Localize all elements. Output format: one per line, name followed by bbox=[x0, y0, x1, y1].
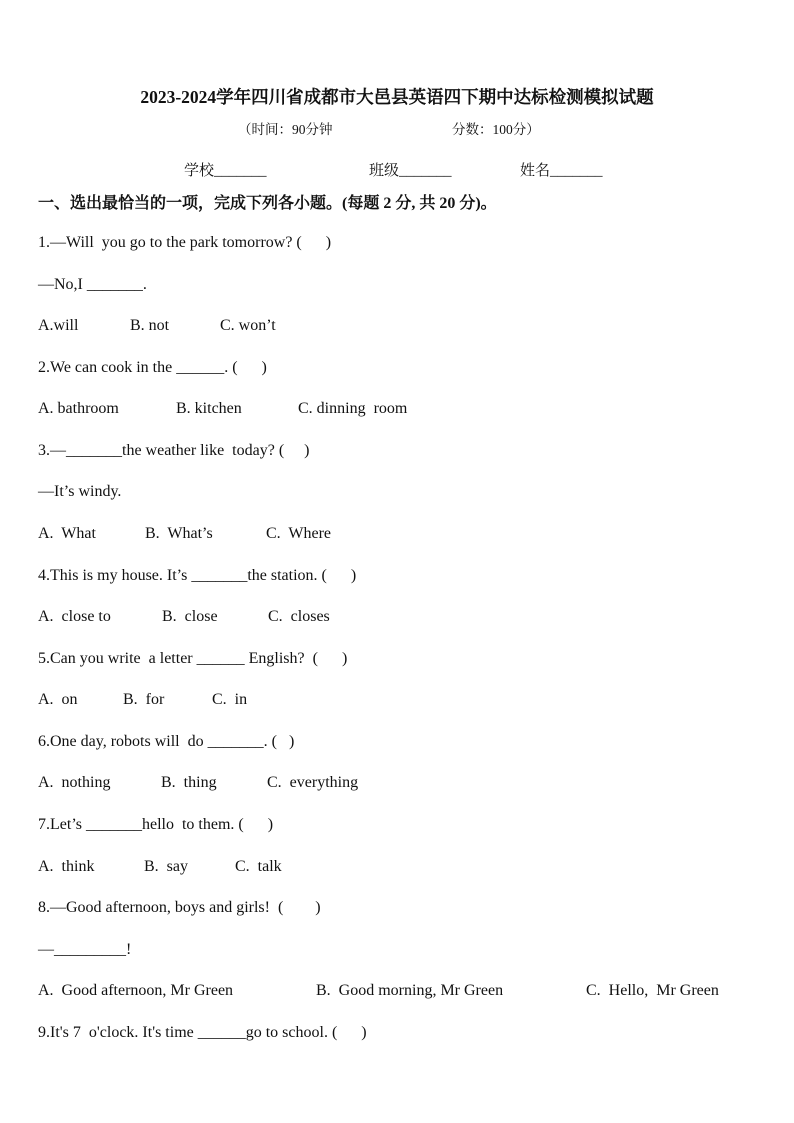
question-5-stem: 5.Can you write a letter ______ English? ( ) bbox=[38, 650, 348, 667]
question-8-option-a: A. Good afternoon, Mr Green bbox=[38, 982, 234, 999]
question-1-answer-line: —No,I _______. bbox=[38, 276, 147, 293]
question-8-stem: 8.—Good afternoon, boys and girls! ( ) bbox=[38, 899, 321, 916]
question-9-stem: 9.It's 7 o'clock. It's time ______go to school. ( ) bbox=[38, 1024, 367, 1041]
question-2-stem: 2.We can cook in the ______. ( ) bbox=[38, 359, 267, 376]
question-5-option-b: B. for bbox=[123, 691, 165, 708]
question-6-option-c: C. everything bbox=[267, 774, 359, 791]
question-4-option-b: B. close bbox=[162, 608, 218, 625]
exam-title: 2023-2024学年四川省成都市大邑县英语四下期中达标检测模拟试题 bbox=[140, 87, 654, 107]
question-2-option-a: A. bathroom bbox=[38, 400, 119, 417]
question-5-option-a: A. on bbox=[38, 691, 78, 708]
class-field: 班级_______ bbox=[369, 163, 452, 179]
exam-time: （时间：90分钟 bbox=[238, 122, 333, 137]
question-6-stem: 6.One day, robots will do _______. ( ) bbox=[38, 733, 295, 750]
question-2-option-b: B. kitchen bbox=[176, 400, 242, 417]
question-4-option-a: A. close to bbox=[38, 608, 111, 625]
question-4-option-c: C. closes bbox=[268, 608, 330, 625]
question-3-option-c: C. Where bbox=[266, 525, 332, 542]
question-3-answer-line: —It’s windy. bbox=[38, 483, 122, 500]
question-7-option-b: B. say bbox=[144, 858, 188, 875]
question-1-option-a: A.will bbox=[38, 317, 79, 334]
question-6-option-a: A. nothing bbox=[38, 774, 111, 791]
name-field: 姓名_______ bbox=[520, 163, 603, 179]
question-8-option-b: B. Good morning, Mr Green bbox=[316, 982, 504, 999]
question-1-option-c: C. won’t bbox=[220, 317, 276, 334]
question-1-stem: 1.—Will you go to the park tomorrow? ( ) bbox=[38, 234, 332, 251]
question-4-stem: 4.This is my house. It’s _______the station. ( ) bbox=[38, 567, 357, 584]
question-6-option-b: B. thing bbox=[161, 774, 217, 791]
school-field: 学校_______ bbox=[184, 163, 267, 179]
question-8-answer-line: —_________! bbox=[38, 941, 132, 958]
question-7-stem: 7.Let’s _______hello to them. ( ) bbox=[38, 816, 274, 833]
question-7-option-c: C. talk bbox=[235, 858, 282, 875]
exam-score: 分数：100分） bbox=[452, 122, 540, 137]
question-3-option-a: A. What bbox=[38, 525, 96, 542]
section-heading: 一、选出最恰当的一项，完成下列各小题。(每题 2 分, 共 20 分)。 bbox=[38, 195, 497, 212]
question-1-option-b: B. not bbox=[130, 317, 170, 334]
question-5-option-c: C. in bbox=[212, 691, 248, 708]
question-3-stem: 3.—_______the weather like today? ( ) bbox=[38, 442, 310, 459]
question-7-option-a: A. think bbox=[38, 858, 95, 875]
question-3-option-b: B. What’s bbox=[145, 525, 213, 542]
question-2-option-c: C. dinning room bbox=[298, 400, 408, 417]
question-8-option-c: C. Hello, Mr Green bbox=[586, 982, 719, 999]
